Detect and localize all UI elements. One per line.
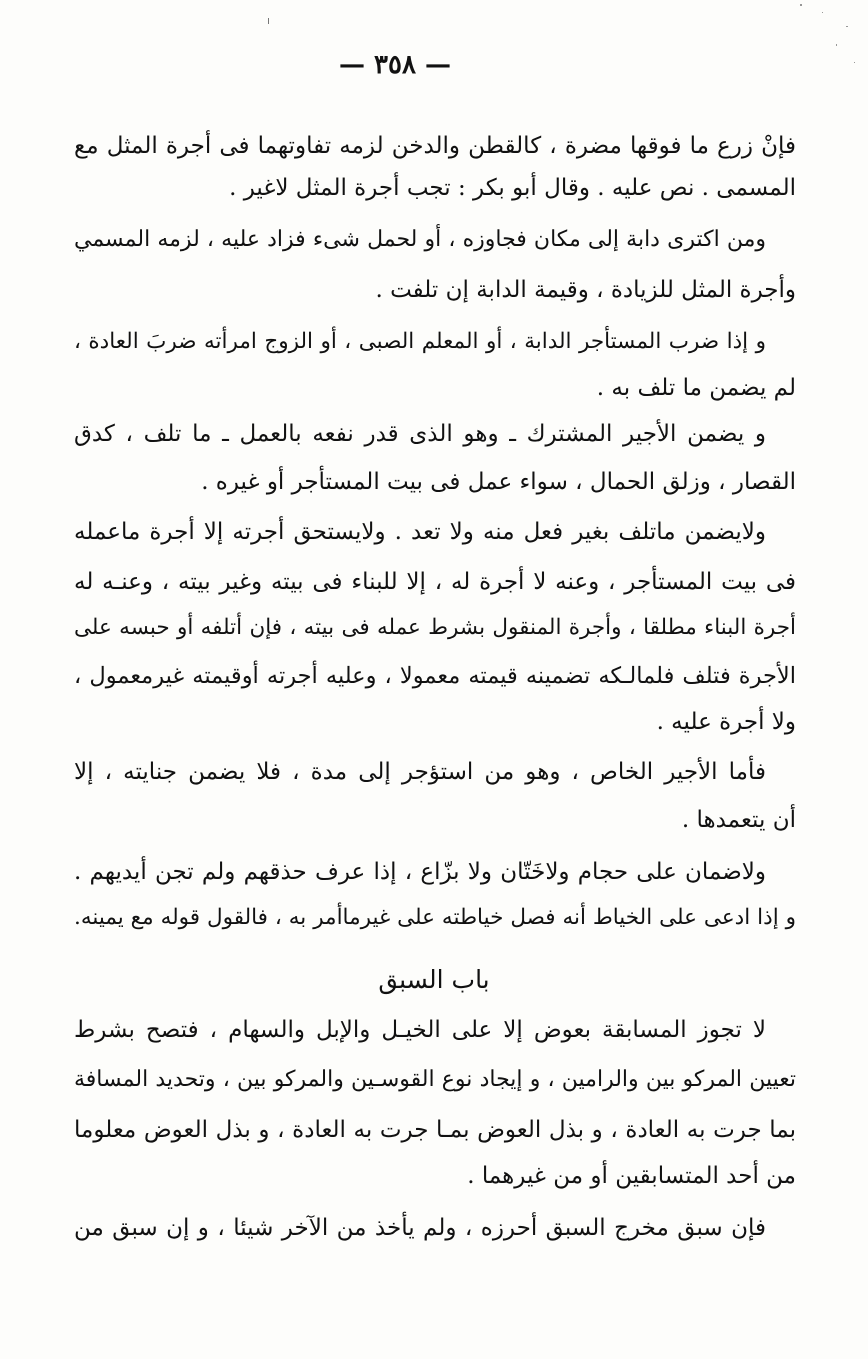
text-line: ومن اكترى دابة إلى مكان فجاوزه ، أو لحمل شىء فزاد عليه ، لزمه المسمي bbox=[74, 227, 766, 252]
text-line: و إذا ضرب المستأجر الدابة ، أو المعلم الصبى ، أو الزوج امرأته ضربَ العادة ، bbox=[74, 329, 766, 354]
text-line: ولاضمان على حجام ولاخَتّان ولا بزّاع ، إذا عرف حذقهم ولم تجن أيديهم . bbox=[74, 859, 766, 885]
text-line: المسمى . نص عليه . وقال أبو بكر : تجب أجرة المثل لاغير . bbox=[229, 175, 796, 201]
text-line: القصار ، وزلق الحمال ، سواء عمل فى بيت المستأجر أو غيره . bbox=[201, 469, 796, 495]
scan-speck bbox=[846, 26, 848, 27]
text-line: أن يتعمدها . bbox=[681, 807, 796, 833]
text-line: فأما الأجير الخاص ، وهو من استؤجر إلى مدة ، فلا يضمن جنايته ، إلا bbox=[74, 759, 766, 785]
scan-speck bbox=[822, 12, 823, 13]
page-number: — ٣٥٨ — bbox=[338, 50, 452, 80]
text-line: لم يضمن ما تلف به . bbox=[596, 375, 796, 401]
text-line: تعيين المركو بين والرامين ، و إيجاد نوع القوسـين والمركو بين ، وتحديد المسافة bbox=[74, 1067, 796, 1092]
text-line: فى بيت المستأجر ، وعنه لا أجرة له ، إلا للبناء فى بيته وغير بيته ، وعنـه له bbox=[74, 569, 796, 595]
text-line: الأجرة فتلف فلمالـكه تضمينه قيمته معمولا ، وعليه أجرته أوقيمته غيرمعمول ، bbox=[74, 663, 796, 689]
scan-speck bbox=[268, 18, 269, 24]
text-line: أجرة البناء مطلقا ، وأجرة المنقول بشرط عمله فى بيته ، فإن أتلفه أو حبسه على bbox=[74, 615, 796, 640]
text-line: و إذا ادعى على الخياط أنه فصل خياطته على غيرماأمر به ، فالقول قوله مع يمينه. bbox=[74, 905, 796, 930]
text-line: وأجرة المثل للزيادة ، وقيمة الدابة إن تلفت . bbox=[375, 277, 796, 303]
text-line: فإنْ زرع ما فوقها مضرة ، كالقطن والدخن لزمه تفاوتهما فى أجرة المثل مع bbox=[74, 133, 796, 159]
text-line: لا تجوز المسابقة بعوض إلا على الخيـل والإبل والسهام ، فتصح بشرط bbox=[74, 1017, 766, 1043]
text-line: و يضمن الأجير المشترك ـ وهو الذى قدر نفعه بالعمل ـ ما تلف ، كدق bbox=[74, 421, 766, 447]
text-line: من أحد المتسابقين أو من غيرهما . bbox=[467, 1163, 796, 1189]
section-heading: باب السبق bbox=[378, 965, 490, 994]
scan-speck bbox=[836, 44, 837, 46]
scan-speck bbox=[854, 62, 855, 63]
text-line: ولايضمن ماتلف بغير فعل منه ولا تعد . ولايستحق أجرته إلا أجرة ماعمله bbox=[74, 519, 766, 545]
text-line: فإن سبق مخرج السبق أحرزه ، ولم يأخذ من الآخر شيئا ، و إن سبق من bbox=[74, 1215, 766, 1241]
text-line: بما جرت به العادة ، و بذل العوض بمـا جرت به العادة ، و بذل العوض معلوما bbox=[74, 1117, 796, 1143]
text-line: ولا أجرة عليه . bbox=[656, 709, 796, 735]
scan-speck bbox=[800, 4, 802, 6]
